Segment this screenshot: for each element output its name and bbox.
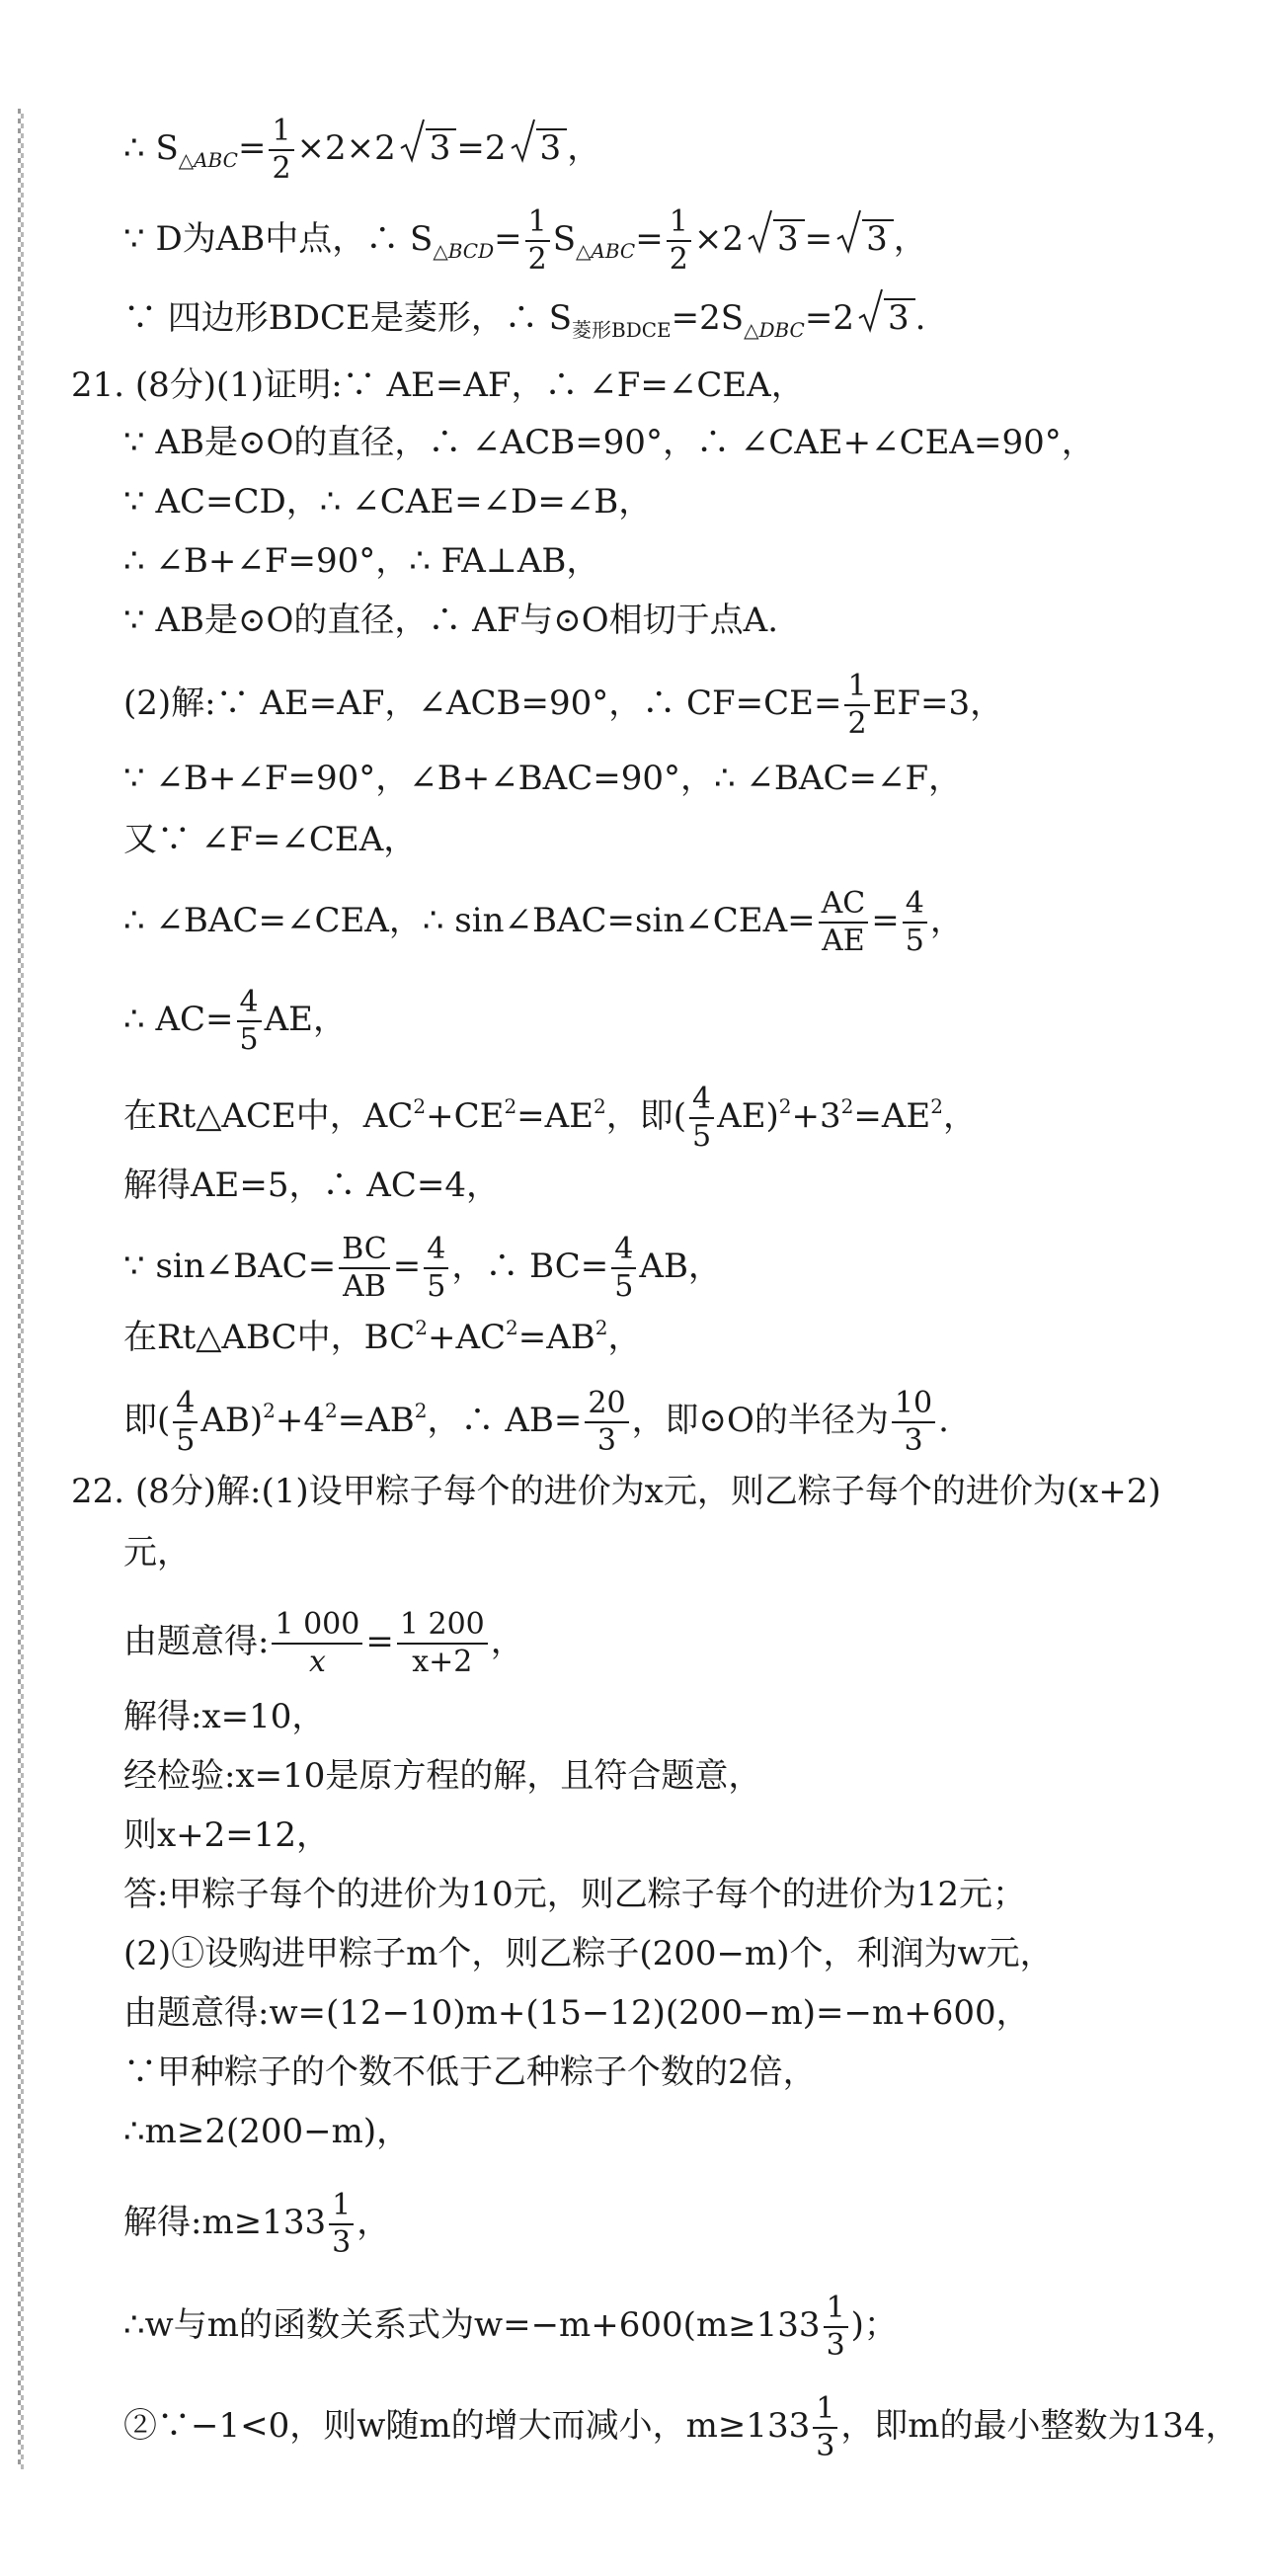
radicand: 3 (884, 298, 915, 336)
text: ， (929, 901, 964, 940)
fraction (813, 2391, 837, 2463)
text: . (938, 1401, 949, 1440)
q21-line-11 (123, 1082, 977, 1154)
square-root (400, 128, 457, 168)
fraction (585, 1386, 628, 1458)
text: (2)解:∵ AE=AF，∠ACB=90°，∴ CF=CE= (123, 684, 842, 723)
text: =AB (337, 1401, 415, 1440)
q22-line-8: (2)①设购进甲粽子m个，则乙粽子(200−m)个，利润为w元， (123, 1934, 1054, 1973)
text: 解得:m≥133 (123, 2203, 327, 2242)
numerator: 10 (892, 1389, 935, 1423)
denominator: 2 (669, 242, 688, 277)
q22-line-5: 经检验:x=10是原方程的解，且符合题意， (123, 1756, 762, 1796)
text: ， (607, 1318, 642, 1357)
q22-line-4: 解得:x=10， (123, 1697, 326, 1736)
exponent: 2 (594, 1316, 608, 1339)
denominator: 3 (332, 2225, 352, 2260)
numerator: 4 (611, 1235, 636, 1269)
numerator: 4 (237, 988, 262, 1022)
text: ×2 (693, 219, 744, 259)
numerator: 1 (329, 2191, 354, 2225)
text: ∴ ∠BAC=∠CEA，∴ sin∠BAC=sin∠CEA= (123, 901, 816, 940)
radicand: 3 (536, 128, 568, 166)
exponent: 2 (413, 1094, 427, 1118)
text: = (635, 219, 664, 259)
exponent: 2 (504, 1094, 517, 1118)
q21-line-15 (123, 1386, 949, 1458)
numerator: 4 (424, 1235, 448, 1269)
numerator: 1 (844, 672, 869, 706)
fraction (269, 114, 293, 186)
denominator: 2 (527, 242, 547, 277)
q21-line-1: 21. (8分)(1)证明:∵ AE=AF，∴ ∠F=∠CEA， (71, 365, 805, 405)
subscript: △ABC (576, 239, 636, 263)
denominator: 3 (904, 1423, 923, 1458)
text: ×2×2 (296, 128, 396, 168)
q21-line-10 (123, 985, 347, 1057)
fraction (844, 669, 869, 741)
fraction (525, 204, 550, 277)
text: AB， (639, 1247, 722, 1286)
text: 在Rt△ACE中，AC (123, 1096, 414, 1136)
radicand: 3 (862, 219, 894, 257)
text: = (237, 128, 267, 168)
numerator: BC (339, 1235, 390, 1269)
q21-line-5: ∵ AB是⊙O的直径，∴ AF与⊙O相切于点A. (123, 601, 779, 640)
exponent: 2 (594, 1094, 606, 1118)
text: = (392, 1247, 422, 1286)
q22-line-9: 由题意得:w=(12−10)m+(15−12)(200−m)=−m+600， (123, 1993, 1030, 2033)
numerator: 1 (813, 2394, 837, 2429)
radicand: 3 (773, 219, 805, 257)
exponent: 2 (414, 1399, 428, 1422)
text: ， (942, 1096, 977, 1136)
denominator: x+2 (412, 1645, 473, 1679)
text: EF=3， (872, 684, 1004, 723)
square-root (836, 219, 894, 259)
text: ， (567, 128, 601, 168)
q20-line-1 (123, 114, 601, 186)
numerator: 1 (667, 207, 691, 242)
q22-line-11: ∴m≥2(200−m)， (123, 2112, 411, 2151)
text: ，∴ AB= (427, 1401, 583, 1440)
fraction (397, 1607, 488, 1679)
text: +3 (791, 1096, 841, 1136)
radical-sign (748, 209, 773, 255)
text: . (914, 298, 926, 338)
fraction (689, 1082, 714, 1154)
denominator: 5 (239, 1022, 259, 1057)
fraction (611, 1232, 636, 1304)
fraction (667, 204, 691, 277)
fraction (272, 1607, 362, 1679)
subscript: △ABC (178, 148, 238, 172)
text: ∴ S (123, 128, 179, 168)
subscript: △DBC (744, 318, 805, 342)
denominator: 3 (596, 1423, 617, 1458)
text: ，即m的最小整数为134， (840, 2406, 1239, 2446)
exponent: 2 (325, 1399, 338, 1422)
text: ∵ D为AB中点，∴ S (123, 219, 434, 259)
q21-line-7: ∵ ∠B+∠F=90°，∠B+∠BAC=90°，∴ ∠BAC=∠F， (123, 759, 963, 798)
text: ∵ 四边形BDCE是菱形，∴ S (123, 298, 572, 338)
radical-sign (511, 119, 536, 164)
q21-line-3: ∵ AC=CD，∴ ∠CAE=∠D=∠B， (123, 482, 653, 522)
fraction (824, 2291, 848, 2363)
fraction (819, 886, 869, 958)
q22-line-12 (123, 2188, 391, 2260)
text: S (552, 219, 577, 259)
text: ， (357, 2203, 391, 2242)
text: =2S (671, 298, 745, 338)
q22-line-13 (123, 2291, 898, 2363)
q22-line-2: 元， (123, 1533, 191, 1572)
q22-line-3 (123, 1607, 524, 1679)
radicand: 3 (426, 128, 457, 166)
denominator: 2 (272, 151, 291, 186)
exponent: 2 (930, 1094, 943, 1118)
q21-line-8: 又∵ ∠F=∠CEA， (123, 820, 418, 859)
text: +AC (427, 1318, 507, 1357)
text: ，即⊙O的半径为 (631, 1401, 889, 1440)
exponent: 2 (778, 1094, 792, 1118)
text: AB) (200, 1401, 264, 1440)
q22-line-1: 22. (8分)解:(1)设甲粽子每个的进价为x元，则乙粽子每个的进价为(x+2) (71, 1472, 1161, 1511)
text: = (494, 219, 522, 259)
text: = (365, 1622, 394, 1661)
text: 在Rt△ABC中，BC (123, 1318, 416, 1357)
numerator: 4 (689, 1085, 714, 1119)
radical-sign (400, 119, 426, 164)
denominator: 3 (816, 2429, 835, 2463)
fraction (329, 2188, 354, 2260)
text: = (871, 901, 900, 940)
fraction (903, 886, 927, 958)
numerator: AC (819, 889, 869, 924)
q20-line-2 (123, 204, 927, 277)
q21-line-6 (123, 669, 1004, 741)
denominator: 5 (614, 1269, 634, 1304)
numerator: 1 000 (272, 1610, 362, 1645)
text: )； (850, 2305, 898, 2345)
denominator: AB (343, 1269, 386, 1304)
text: 由题意得: (123, 1622, 270, 1661)
text: =2 (804, 298, 854, 338)
denominator: 3 (826, 2328, 845, 2363)
denominator: 5 (176, 1423, 196, 1458)
text: ②∵−1<0，则w随m的增大而减小，m≥133 (123, 2406, 811, 2446)
q22-line-10: ∵甲种粽子的个数不低于乙种粽子个数的2倍， (123, 2053, 817, 2092)
fraction (173, 1386, 198, 1458)
exponent: 2 (506, 1316, 518, 1339)
q21-line-12: 解得AE=5，∴ AC=4， (123, 1166, 500, 1205)
text: ∴ AC= (123, 1000, 234, 1039)
fraction (892, 1386, 935, 1458)
square-root (748, 219, 805, 259)
exponent: 2 (840, 1094, 854, 1118)
q21-line-4: ∴ ∠B+∠F=90°，∴ FA⊥AB， (123, 541, 600, 581)
numerator: 20 (585, 1389, 628, 1423)
text: = (804, 219, 833, 259)
subscript: 菱形BDCE (572, 318, 672, 342)
numerator: 1 (824, 2294, 848, 2328)
fraction (237, 985, 262, 1057)
denominator: 2 (847, 706, 867, 741)
text: =2 (456, 128, 507, 168)
q21-line-14 (123, 1318, 642, 1357)
text: =AB (517, 1318, 595, 1357)
text: AE) (717, 1096, 779, 1136)
denominator: 5 (692, 1119, 712, 1154)
denominator: x (308, 1645, 326, 1679)
q21-line-13 (123, 1232, 722, 1304)
fraction (339, 1232, 390, 1304)
square-root (858, 298, 915, 338)
text: +CE (426, 1096, 505, 1136)
radical-sign (858, 288, 884, 334)
exponent: 2 (415, 1316, 428, 1339)
text: ∵ sin∠BAC= (123, 1247, 337, 1286)
numerator: 1 (525, 207, 550, 242)
text: ， (893, 219, 927, 259)
text: AE， (264, 1000, 347, 1039)
fraction (424, 1232, 448, 1304)
numerator: 4 (173, 1389, 198, 1423)
q22-line-6: 则x+2=12， (123, 1815, 331, 1855)
numerator: 4 (903, 889, 927, 924)
q22-line-7: 答:甲粽子每个的进价为10元，则乙粽子每个的进价为12元； (123, 1875, 1026, 1914)
denominator: 5 (427, 1269, 446, 1304)
text: =AE (853, 1096, 931, 1136)
square-root (511, 128, 568, 168)
text: ， (490, 1622, 524, 1661)
exponent: 2 (263, 1399, 276, 1422)
text: =AE (516, 1096, 594, 1136)
q21-line-2: ∵ AB是⊙O的直径，∴ ∠ACB=90°，∴ ∠CAE+∠CEA=90°， (123, 423, 1095, 462)
text: ，∴ BC= (451, 1247, 609, 1286)
text: 即( (123, 1401, 171, 1440)
radical-sign (836, 209, 862, 255)
numerator: 1 200 (397, 1610, 488, 1645)
text: +4 (275, 1401, 326, 1440)
numerator: 1 (269, 117, 293, 151)
denominator: 5 (905, 924, 924, 958)
q21-line-9 (123, 886, 964, 958)
text: ，即( (605, 1096, 687, 1136)
q22-line-14 (123, 2391, 1239, 2463)
subscript: △BCD (433, 239, 495, 263)
q20-line-3 (123, 298, 925, 350)
denominator: AE (822, 924, 865, 958)
text: ∴w与m的函数关系式为w=−m+600(m≥133 (123, 2305, 821, 2345)
